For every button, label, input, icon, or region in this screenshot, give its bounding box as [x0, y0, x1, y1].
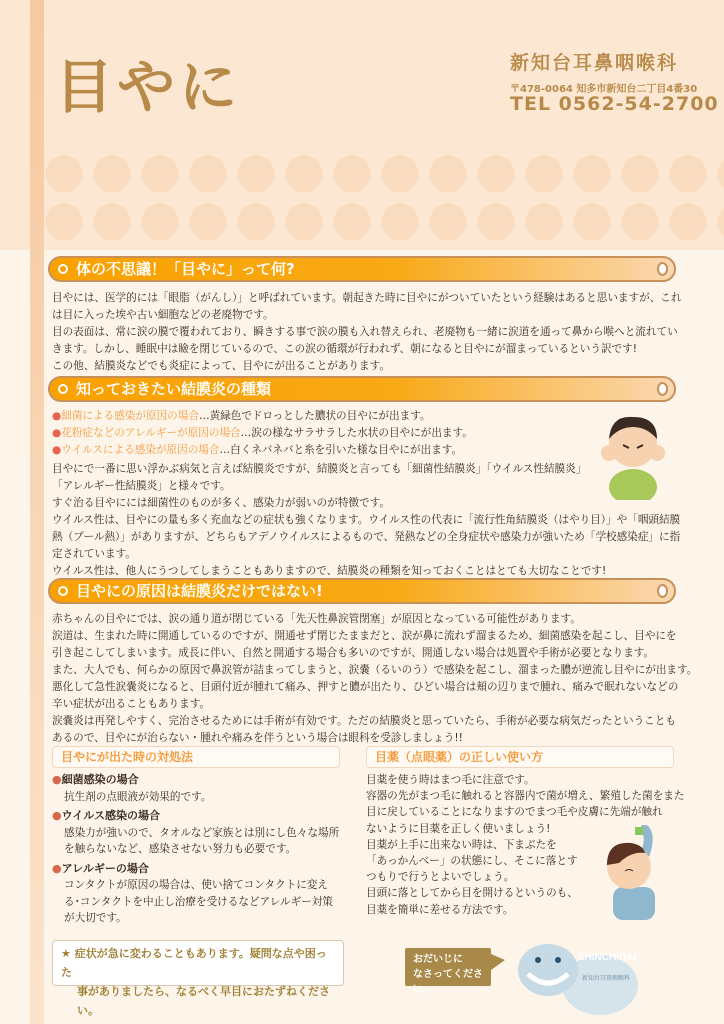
page-title: 目やに: [55, 53, 242, 121]
text-line: 目薬を簡単に差せる方法です。: [366, 903, 514, 916]
bar-end-icon: [657, 584, 668, 598]
section3-body: [52, 611, 697, 747]
text-line: 目やには、医学的には「眼脂（がんし）」と呼ばれています。朝起きた時に目やにがついていたという経験はあると思いますが、これ: [52, 292, 682, 304]
side-stripe: [30, 0, 44, 1024]
type-desc: …白くネバネバと糸を引いた様な目やにが出ます。: [219, 444, 463, 456]
text-line: 「あっかんべー」の状態にし、そこに落とす: [366, 855, 578, 868]
svg-text:新知台耳鼻咽喉科: 新知台耳鼻咽喉科: [582, 975, 631, 982]
dot-pattern: [40, 150, 724, 240]
text-line: を触らないなど、感染させない努力も必要です。: [64, 843, 297, 855]
text-line: 容器の先がまつ毛に触れると容器内で菌が増え、繁殖した菌をまた: [366, 790, 685, 803]
conjunctivitis-types: [52, 408, 473, 459]
text-line: 目やにで一番に思い浮かぶ病気と言えば結膜炎ですが、結膜炎と言っても「細菌性結膜炎」「ウイルス性結膜炎」: [52, 463, 587, 475]
heading-text: 目やにの原因は結膜炎だけではない!: [76, 582, 323, 600]
text-line: 抗生剤の点眼液が効果的です。: [64, 790, 212, 803]
section2-body: [52, 461, 680, 580]
type-item: ●花粉症などのアレルギーが原因の場合…涙の様なサラサラした水状の目やにが出ます。: [52, 427, 473, 439]
text-line: 辛い症状が出ることもあります。: [52, 698, 211, 710]
clinic-tel: TEL 0562-54-2700: [510, 93, 719, 115]
type-desc: …黄緑色でドロっとした膿状の目やにが出ます。: [198, 410, 431, 422]
type-cause: 細菌による感染が原因の場合: [61, 410, 199, 422]
type-desc: …涙の様なサラサラした水状の目やにが出ます。: [240, 427, 473, 439]
eyedrops-heading: 目薬（点眼薬）の正しい使い方: [366, 746, 674, 768]
text-line: 定されています。: [52, 548, 136, 560]
text-line: この他、結膜炎などでも炎症によって、目やにが出ることがあります。: [52, 360, 390, 372]
hippo-mascot-logo: [510, 930, 640, 1020]
type-item: ●ウイルスによる感染が原因の場合…白くネバネバと糸を引いた様な目やにが出ます。: [52, 444, 463, 456]
text-line: は目に入った埃や古い細胞などの老廃物です。: [52, 309, 274, 321]
heading-text: 知っておきたい結膜炎の種類: [76, 380, 272, 398]
text-line: また、大人でも、何らかの原因で鼻涙管が詰まってしまうと、涙嚢（るいのう）で感染を起こし、溜まった膿が逆流し目やにが出ます。: [52, 664, 698, 676]
urgent-note: [52, 940, 344, 1017]
text-line: すぐ治る目やにには細菌性のものが多く、感染力が弱いのが特徴です。: [52, 497, 390, 509]
section1-body: [52, 290, 681, 375]
treatment-item-title: ●ウイルス感染の場合: [52, 809, 160, 822]
text-line: つもりで行うとよいでしょう。: [366, 871, 515, 884]
eyedrop-child-illustration: [595, 825, 670, 920]
text-line: きます。しかし、睡眠中は瞼を閉じているので、この涙の循環が行われず、朝になると目やにが溜まっているという訳です!: [52, 343, 637, 355]
clinic-name: 新知台耳鼻咽喉科: [510, 52, 679, 74]
treatment-list: [52, 772, 339, 927]
treatment-item-title: ●細菌感染の場合: [52, 773, 139, 786]
heading-text: 体の不思議！「目やに」って何?: [76, 260, 295, 278]
text-line: 目頭に落としてから目を開けるというのも、: [366, 887, 578, 900]
text-line: ないように目薬を正しく使いましょう!: [366, 822, 551, 835]
text-line: 感染力が強いので、タオルなど家族とは別にし色々な場所: [64, 826, 340, 839]
text-line: る･コンタクトを中止し治療を受けるなどアレルギー対策: [64, 895, 334, 908]
text-line: ウイルス性は、目やにの量も多く充血などの症状も強くなります。ウイルス性の代表に「流行性角結膜炎（はやり目）」や「咽頭結膜: [52, 514, 681, 526]
speech-bubble: [405, 948, 491, 995]
section-heading-what-is: [48, 256, 676, 282]
text-line: なさってください。: [413, 969, 483, 995]
text-line: ★ 症状が急に変わることもあります。疑問な点や困った: [61, 947, 327, 979]
text-line: 事がありましたら、なるべく早目におたずねください。: [77, 985, 330, 1017]
itchy-eyes-child-illustration: [595, 405, 670, 500]
text-line: 目に戻していることになりますのでまつ毛や皮膚に先端が触れ: [366, 806, 663, 819]
circle-icon: [58, 264, 68, 274]
circle-icon: [58, 384, 68, 394]
text-line: 目薬が上手に出来ない時は、下まぶたを: [366, 838, 557, 851]
clinic-address: 〒478-0064 知多市新知台二丁目4番30: [510, 84, 698, 95]
type-item: ●細菌による感染が原因の場合…黄緑色でドロっとした膿状の目やにが出ます。: [52, 410, 431, 422]
text-line: 涙嚢炎は再発しやすく、完治させるためには手術が有効です。ただの結膜炎と思っていたら、手術が必要な病気だったということも: [52, 715, 676, 727]
text-line: ウイルス性は、他人にうつしてしまうこともありますので、結膜炎の種類を知っておくことはとても大切なことです!: [52, 565, 607, 577]
text-line: コンタクトが原因の場合は、使い捨てコンタクトに変え: [64, 879, 328, 891]
text-line: 悪化して急性涙嚢炎になると、目頭付近が腫れて痛み、押すと膿が出たり、ひどい場合は頬の辺りまで腫れ、痛みで眠れないなどの: [52, 681, 679, 693]
type-cause: ウイルスによる感染が原因の場合: [61, 444, 220, 456]
treatment-item-title: ●アレルギーの場合: [52, 861, 149, 875]
text-line: 涙道は、生まれた時に開通しているのですが、開通せず閉じたままだと、涙が鼻に流れず溜まるため、細菌感染を起こし、目やにを: [52, 630, 677, 642]
text-line: 目の表面は、常に涙の膜で覆われており、瞬きする事で涙の膜も入れ替えられ、老廃物も一緒に涙道を通って鼻から喉へと流れてい: [52, 326, 678, 338]
text-line: 赤ちゃんの目やにでは、涙の通り道が閉じている「先天性鼻涙管閉塞」が原因となっている可能性があります。: [52, 613, 581, 625]
text-line: おだいじに: [413, 954, 463, 965]
svg-text:SHINCHIDAI: SHINCHIDAI: [578, 952, 637, 963]
treatment-heading: 目やにが出た時の対処法: [52, 746, 340, 768]
type-cause: 花粉症などのアレルギーが原因の場合: [61, 427, 241, 439]
bar-end-icon: [657, 262, 668, 276]
section-heading-conjunctivitis: [48, 376, 676, 402]
text-line: あるので、目やにが治らない・腫れや痛みを伴うという場合は眼科を受診しましょう!!: [52, 732, 463, 744]
bar-end-icon: [657, 382, 668, 396]
section-heading-other-causes: [48, 578, 676, 604]
text-line: 引き起こしてしまいます。成長に伴い、自然と開通する場合も多いのですが、開通しない場合は処置や手術が必要となります。: [52, 647, 655, 659]
text-line: 「アレルギー性結膜炎」と様々です。: [52, 480, 231, 492]
text-line: が大切です。: [64, 912, 127, 924]
circle-icon: [58, 586, 68, 596]
text-line: 目薬を使う時はまつ毛に注意です。: [366, 774, 535, 786]
text-line: 熱（プール熱）」がありますが、どちらもアデノウイルスによるもので、発熱などの全身症状や感染力が強いため「学校感染症」に指: [52, 531, 681, 543]
